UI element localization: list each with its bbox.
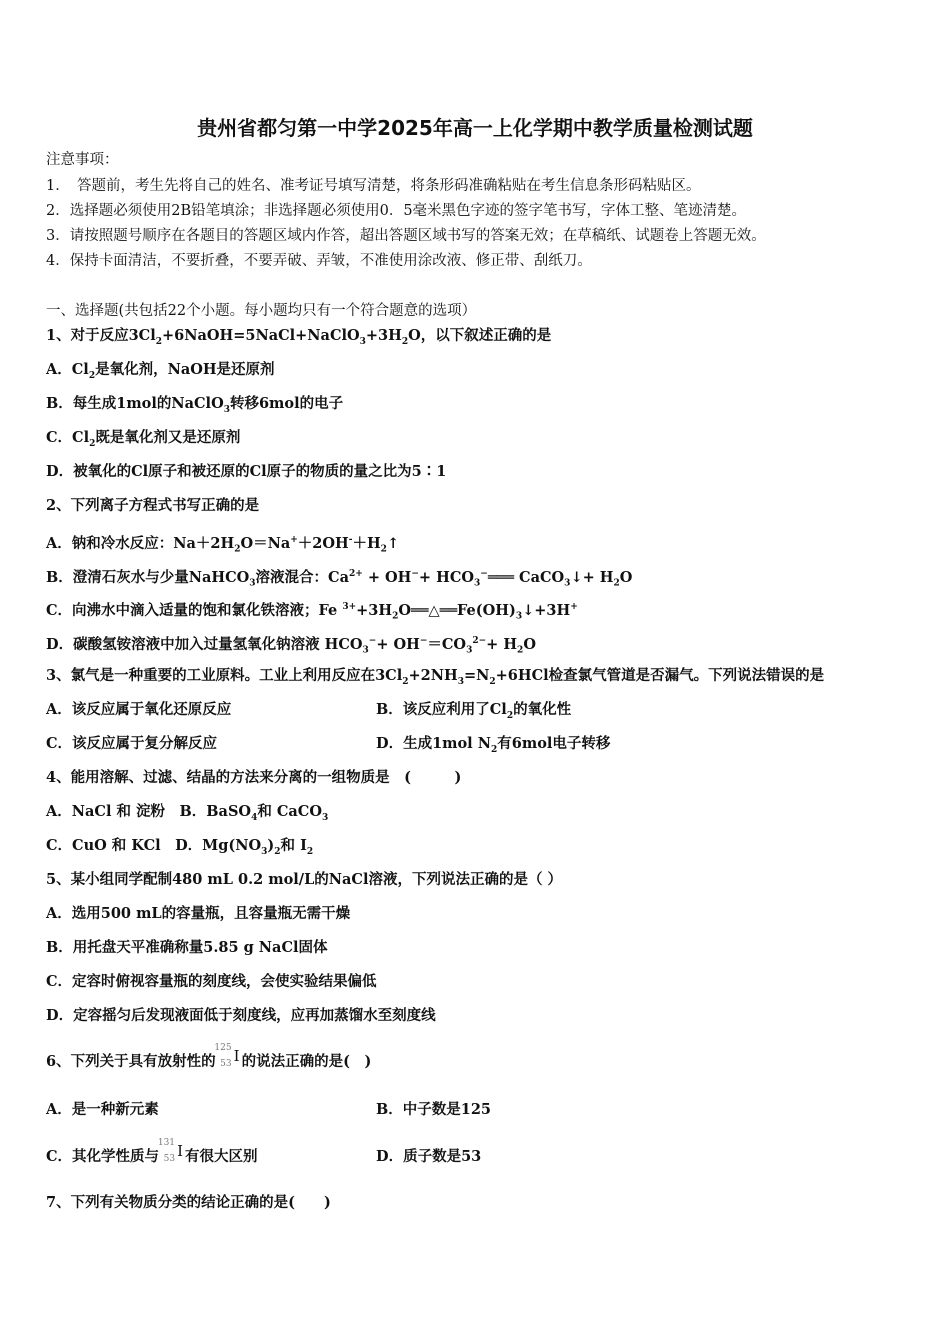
superscript: 2− (472, 636, 487, 646)
text-run: A．选用500 mL的容量瓶，且容量瓶无需干燥 (46, 905, 351, 922)
text-run: +3H (356, 601, 393, 619)
isotope-m: 125 (214, 1043, 232, 1053)
text-run: C．该反应属于复分解反应 (46, 735, 218, 752)
subscript: 3 (474, 578, 481, 589)
text-run: + OH (376, 635, 420, 653)
text-run: +3H (365, 327, 402, 344)
question-stem (46, 768, 461, 788)
subscript: 3 (564, 578, 571, 589)
text-run: B．用托盘天平准确称量5.85 g NaCl固体 (46, 939, 328, 956)
answer-option (46, 904, 350, 924)
text-run: ＋2OH (297, 534, 349, 552)
answer-option (46, 394, 343, 420)
answer-option (376, 1100, 491, 1120)
text-run: B．中子数是125 (376, 1101, 492, 1118)
text-run: D．定容摇匀后发现液面低于刻度线，应再加蒸馏水至刻度线 (46, 1007, 436, 1024)
text-run: 7、下列有关物质分类的结论正确的是( ) (46, 1194, 331, 1211)
text-run: ↓+ H (570, 568, 614, 586)
text-run: O (619, 568, 633, 586)
text-run: 1、对于反应3Cl (46, 327, 156, 344)
subscript: 2 (155, 336, 162, 347)
text-run: 6、下列关于具有放射性的 (46, 1053, 216, 1070)
text-run: D．质子数是53 (376, 1148, 482, 1165)
isotope-s: I (233, 1047, 240, 1065)
text-run: 转移6mol的电子 (229, 395, 344, 412)
subscript: 2 (306, 846, 314, 857)
answer-option (46, 1006, 436, 1026)
text-run: O (523, 635, 536, 653)
isotope-notation (157, 1138, 185, 1167)
text-run: C．定容时俯视容量瓶的刻度线，会使实验结果偏低 (46, 973, 377, 990)
answer-option (376, 734, 610, 760)
subscript: 3 (362, 645, 369, 656)
text-run: O══△══Fe(OH) (398, 601, 516, 619)
superscript: − (368, 636, 377, 646)
note-item: 1． 答题前，考生先将自己的姓名、准考证号填写清楚，将条形码准确粘贴在考生信息条形码粘贴区。 (46, 178, 701, 194)
answer-option (46, 1100, 159, 1120)
subscript: 3 (466, 645, 473, 656)
text-run: A．NaCl 和 淀粉 B．BaSO (46, 803, 252, 820)
text-run: C．其化学性质与 (46, 1148, 160, 1165)
text-run: + OH (362, 568, 412, 586)
subscript: 3 (515, 611, 523, 622)
text-run: 的氧化性 (513, 701, 572, 718)
text-run: D．被氧化的Cl原子和被还原的Cl原子的物质的量之比为5∶1 (46, 463, 447, 480)
isotope-m: 131 (157, 1138, 176, 1148)
text-run: 有6mol电子转移 (497, 735, 611, 752)
text-run: ) (267, 837, 275, 854)
subscript: 3 (223, 404, 230, 415)
isotope-z: 53 (220, 1059, 232, 1069)
subscript: 3 (321, 812, 329, 823)
subscript: 2 (380, 544, 387, 555)
superscript: − (480, 569, 488, 579)
text-run: O，以下叙述正确的是 (408, 327, 552, 344)
text-run: +2NH (408, 667, 458, 684)
question-stem (46, 1193, 331, 1213)
answer-option (46, 428, 240, 454)
text-run: B．澄清石灰水与少量NaHCO (46, 568, 250, 586)
text-run: 有很大区别 (185, 1148, 258, 1165)
subscript: 3 (359, 336, 366, 347)
text-run: A．钠和冷水反应：Na＋2H (46, 534, 235, 552)
answer-option (46, 734, 217, 754)
answer-option (46, 802, 328, 828)
text-run: C．CuO 和 KCl D．Mg(NO (46, 837, 262, 854)
note-item: 3．请按照题号顺序在各题目的答题区域内作答，超出答题区域书写的答案无效；在草稿纸、试题卷上答题无效。 (46, 228, 766, 244)
subscript: 2 (89, 438, 96, 449)
text-run: +6HCl检查氯气管道是否漏气。下列说法错误的是 (495, 667, 825, 684)
question-stem (46, 1043, 372, 1072)
note-item: 2．选择题必须使用2B铅笔填涂；非选择题必须使用0．5毫米黑色字迹的签字笔书写，字体工整、笔迹清楚。 (46, 203, 747, 219)
text-run: C．向沸水中滴入适量的饱和氯化铁溶液；Fe (46, 601, 343, 619)
isotope-s: I (177, 1142, 184, 1160)
subscript: 3 (457, 676, 464, 687)
note-item: 4．保持卡面清洁，不要折叠，不要弄破、弄皱，不准使用涂改液、修正带、刮纸刀。 (46, 253, 592, 269)
text-run: 5、某小组同学配制480 mL 0.2 mol/L的NaCl溶液，下列说法正确的是（ ） (46, 871, 563, 888)
text-run: ↑ (386, 534, 400, 552)
answer-option (46, 360, 275, 386)
text-run: 的说法正确的是( ) (241, 1053, 372, 1070)
text-run: 2、下列离子方程式书写正确的是 (46, 497, 260, 514)
superscript: − (411, 569, 419, 579)
subscript: 2 (491, 744, 498, 755)
answer-option (46, 836, 313, 862)
text-run: A．是一种新元素 (46, 1101, 159, 1118)
answer-option (46, 938, 328, 958)
answer-option (46, 1138, 258, 1167)
answer-option (46, 462, 446, 482)
text-run: 是氧化剂，NaOH是还原剂 (95, 361, 275, 378)
answer-option (46, 700, 231, 720)
subscript: 2 (401, 336, 409, 347)
text-run: 4、能用溶解、过滤、结晶的方法来分离的一组物质是 ( ) (46, 769, 462, 786)
answer-option (46, 530, 399, 560)
subscript: 2 (517, 645, 524, 656)
answer-option (46, 564, 632, 594)
text-run: 和 I (280, 837, 307, 854)
subscript: 2 (234, 544, 241, 555)
isotope-notation (214, 1043, 242, 1072)
answer-option (46, 972, 377, 992)
text-run: B．该反应利用了Cl (376, 701, 507, 718)
text-run: + H (486, 635, 518, 653)
text-run: 和 CaCO (257, 803, 322, 820)
text-run: +6NaOH=5NaCl+NaClO (162, 327, 360, 344)
answer-option (376, 1147, 481, 1167)
text-run: D．生成1mol N (376, 735, 491, 752)
question-stem (46, 496, 259, 516)
superscript: + (570, 602, 578, 612)
text-run: D．碳酸氢铵溶液中加入过量氢氧化钠溶液 HCO (46, 635, 363, 653)
subscript: 4 (251, 812, 258, 823)
text-run: A．该反应属于氧化还原反应 (46, 701, 232, 718)
subscript: 3 (249, 578, 256, 589)
text-run: ＋H (352, 534, 381, 552)
subscript: 2 (274, 846, 281, 857)
subscript: 3 (261, 846, 268, 857)
text-run: ＝CO (427, 635, 467, 653)
text-run: O＝Na (240, 534, 291, 552)
answer-option (46, 631, 536, 661)
question-stem (46, 326, 551, 352)
question-stem (46, 666, 824, 692)
section-heading: 一、选择题(共包括22个小题。每小题均只有一个符合题意的选项） (46, 303, 477, 319)
subscript: 2 (489, 676, 496, 687)
isotope-z: 53 (163, 1154, 176, 1164)
superscript: 3+ (342, 602, 357, 612)
subscript: 2 (88, 370, 96, 381)
superscript: - (348, 535, 353, 545)
text-run: 3、氯气是一种重要的工业原料。工业上利用反应在3Cl (46, 667, 403, 684)
superscript: 2+ (348, 569, 363, 579)
answer-option (376, 700, 571, 726)
text-run: 溶液混合：Ca (255, 568, 349, 586)
subscript: 2 (613, 578, 620, 589)
answer-option (46, 597, 578, 627)
subscript: 2 (392, 611, 399, 622)
text-run: C．Cl (46, 429, 90, 446)
superscript: + (290, 535, 298, 545)
text-run: + HCO (418, 568, 474, 586)
question-stem (46, 870, 562, 890)
subscript: 2 (402, 676, 409, 687)
text-run: 既是氧化剂又是还原剂 (95, 429, 241, 446)
superscript: − (419, 636, 428, 646)
text-run: ═══ CaCO (487, 568, 565, 586)
page-title: 贵州省都匀第一中学2025年高一上化学期中教学质量检测试题 (197, 116, 753, 140)
text-run: ↓+3H (522, 601, 571, 619)
notes-heading: 注意事项： (46, 152, 119, 168)
text-run: A．Cl (46, 361, 89, 378)
subscript: 2 (506, 710, 514, 721)
text-run: B．每生成1mol的NaClO (46, 395, 224, 412)
text-run: =N (463, 667, 490, 684)
